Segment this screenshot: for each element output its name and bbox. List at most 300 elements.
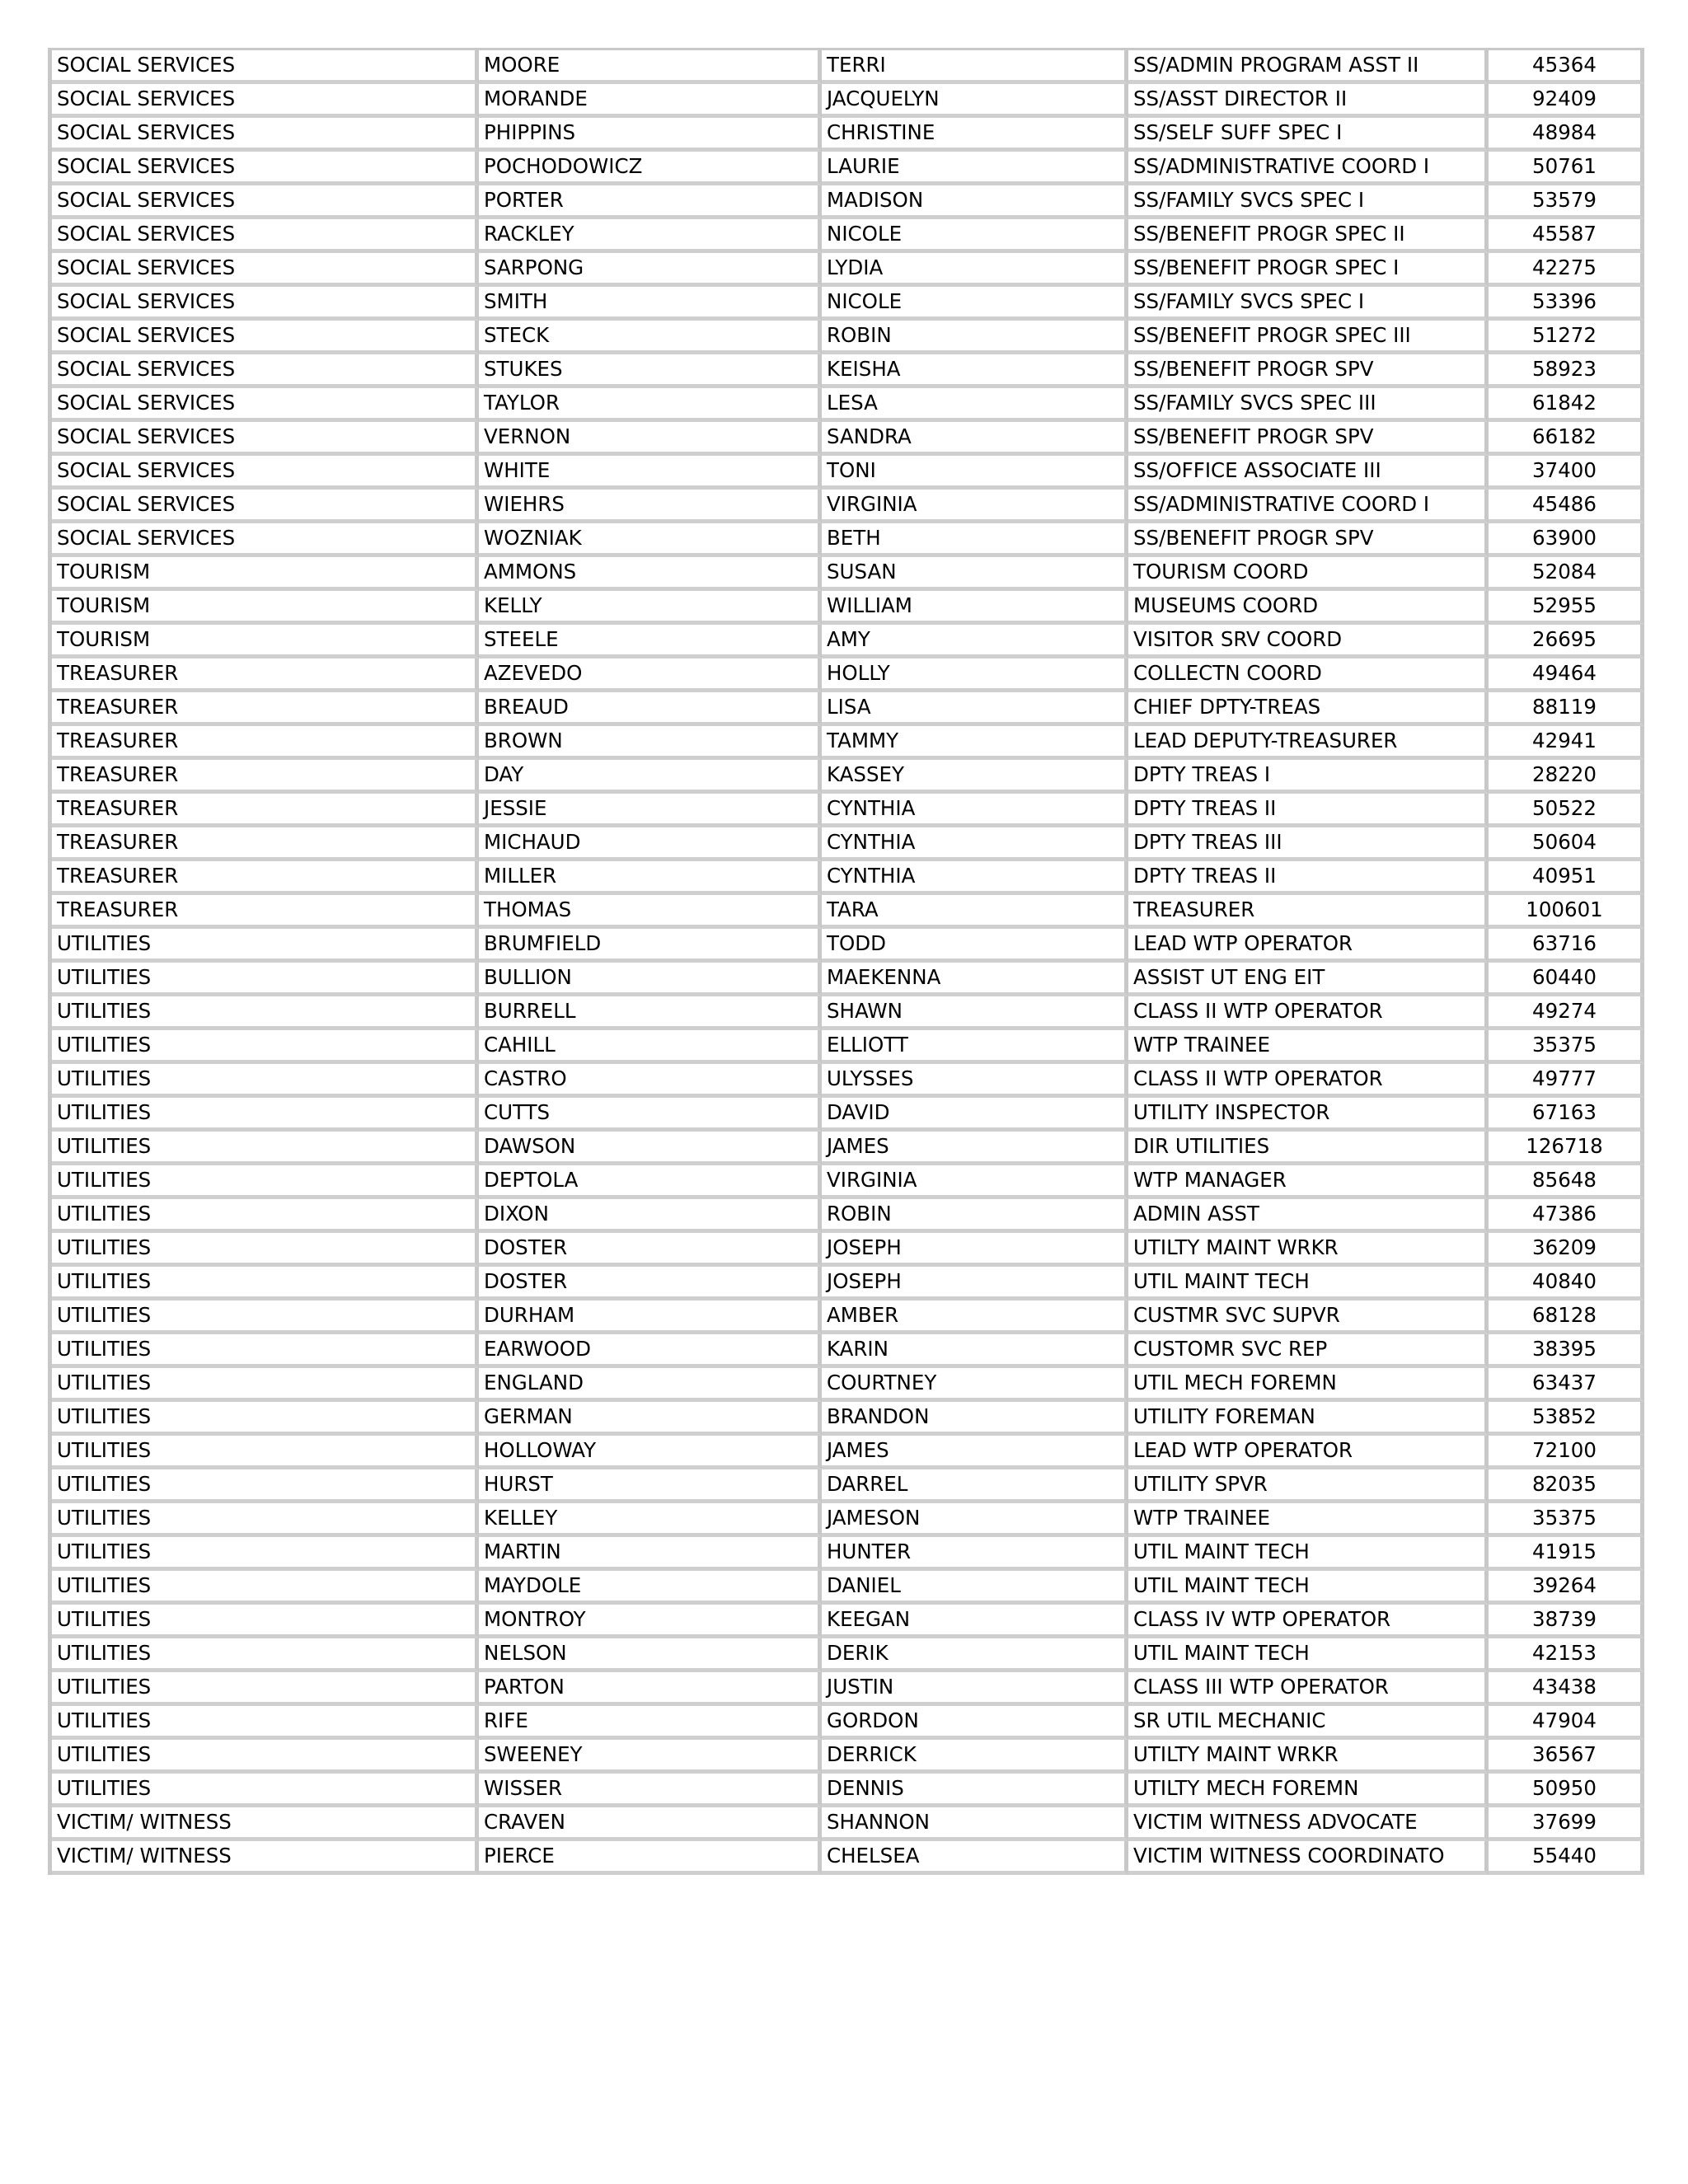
- table-row: [52, 321, 1644, 354]
- department-cell: SOCIAL SERVICES: [52, 50, 479, 84]
- department-cell: SOCIAL SERVICES: [52, 118, 479, 152]
- last-name-cell: SARPONG: [479, 253, 822, 287]
- last-name-cell: NELSON: [479, 1638, 822, 1672]
- first-name-cell: KASSEY: [822, 760, 1128, 794]
- first-name-cell: DANIEL: [822, 1571, 1128, 1605]
- job-title-cell: COLLECTN COORD: [1128, 658, 1489, 692]
- department-cell: SOCIAL SERVICES: [52, 422, 479, 456]
- table-row: [52, 1132, 1644, 1165]
- first-name-cell: CYNTHIA: [822, 794, 1128, 827]
- salary-cell: 35375: [1489, 1503, 1644, 1537]
- department-cell: TREASURER: [52, 658, 479, 692]
- department-cell: TREASURER: [52, 726, 479, 760]
- first-name-cell: COURTNEY: [822, 1368, 1128, 1402]
- table-row: [52, 929, 1644, 963]
- salary-cell: 126718: [1489, 1132, 1644, 1165]
- salary-cell: 39264: [1489, 1571, 1644, 1605]
- last-name-cell: MONTROY: [479, 1605, 822, 1638]
- salary-cell: 48984: [1489, 118, 1644, 152]
- salary-cell: 35375: [1489, 1030, 1644, 1064]
- job-title-cell: TREASURER: [1128, 895, 1489, 929]
- salary-cell: 47386: [1489, 1199, 1644, 1233]
- first-name-cell: DAVID: [822, 1098, 1128, 1132]
- salary-cell: 49777: [1489, 1064, 1644, 1098]
- salary-cell: 49464: [1489, 658, 1644, 692]
- table-row: [52, 557, 1644, 591]
- first-name-cell: ROBIN: [822, 1199, 1128, 1233]
- job-title-cell: UTIL MECH FOREMN: [1128, 1368, 1489, 1402]
- first-name-cell: JACQUELYN: [822, 84, 1128, 118]
- table-row: [52, 692, 1644, 726]
- salary-cell: 37400: [1489, 456, 1644, 490]
- table-row: [52, 118, 1644, 152]
- department-cell: SOCIAL SERVICES: [52, 354, 479, 388]
- first-name-cell: CYNTHIA: [822, 861, 1128, 895]
- table-row: [52, 591, 1644, 625]
- first-name-cell: ULYSSES: [822, 1064, 1128, 1098]
- last-name-cell: CAHILL: [479, 1030, 822, 1064]
- first-name-cell: MADISON: [822, 185, 1128, 219]
- first-name-cell: AMY: [822, 625, 1128, 658]
- department-cell: SOCIAL SERVICES: [52, 84, 479, 118]
- salary-cell: 49274: [1489, 996, 1644, 1030]
- table-row: [52, 1605, 1644, 1638]
- table-row: [52, 1267, 1644, 1301]
- last-name-cell: RIFE: [479, 1706, 822, 1740]
- department-cell: SOCIAL SERVICES: [52, 490, 479, 523]
- first-name-cell: JOSEPH: [822, 1267, 1128, 1301]
- job-title-cell: SS/OFFICE ASSOCIATE III: [1128, 456, 1489, 490]
- job-title-cell: MUSEUMS COORD: [1128, 591, 1489, 625]
- job-title-cell: SS/ASST DIRECTOR II: [1128, 84, 1489, 118]
- department-cell: UTILITIES: [52, 1098, 479, 1132]
- employee-table: [48, 48, 1644, 1875]
- department-cell: VICTIM/ WITNESS: [52, 1807, 479, 1841]
- last-name-cell: PHIPPINS: [479, 118, 822, 152]
- salary-cell: 61842: [1489, 388, 1644, 422]
- table-row: [52, 1334, 1644, 1368]
- table-row: [52, 185, 1644, 219]
- first-name-cell: LAURIE: [822, 152, 1128, 185]
- job-title-cell: SS/ADMIN PROGRAM ASST II: [1128, 50, 1489, 84]
- department-cell: UTILITIES: [52, 1064, 479, 1098]
- last-name-cell: GERMAN: [479, 1402, 822, 1436]
- table-row: [52, 1368, 1644, 1402]
- job-title-cell: UTILITY FOREMAN: [1128, 1402, 1489, 1436]
- last-name-cell: ENGLAND: [479, 1368, 822, 1402]
- salary-cell: 45486: [1489, 490, 1644, 523]
- last-name-cell: CRAVEN: [479, 1807, 822, 1841]
- salary-cell: 41915: [1489, 1537, 1644, 1571]
- first-name-cell: CHELSEA: [822, 1841, 1128, 1875]
- department-cell: UTILITIES: [52, 1368, 479, 1402]
- department-cell: UTILITIES: [52, 1132, 479, 1165]
- department-cell: UTILITIES: [52, 996, 479, 1030]
- first-name-cell: SANDRA: [822, 422, 1128, 456]
- salary-cell: 28220: [1489, 760, 1644, 794]
- department-cell: UTILITIES: [52, 1672, 479, 1706]
- table-row: [52, 1571, 1644, 1605]
- salary-cell: 26695: [1489, 625, 1644, 658]
- last-name-cell: WISSER: [479, 1774, 822, 1807]
- last-name-cell: PIERCE: [479, 1841, 822, 1875]
- table-row: [52, 523, 1644, 557]
- salary-cell: 92409: [1489, 84, 1644, 118]
- table-row: [52, 760, 1644, 794]
- job-title-cell: CUSTOMR SVC REP: [1128, 1334, 1489, 1368]
- last-name-cell: DAY: [479, 760, 822, 794]
- last-name-cell: DAWSON: [479, 1132, 822, 1165]
- first-name-cell: CHRISTINE: [822, 118, 1128, 152]
- job-title-cell: SS/FAMILY SVCS SPEC I: [1128, 287, 1489, 321]
- first-name-cell: VIRGINIA: [822, 490, 1128, 523]
- table-row: [52, 422, 1644, 456]
- department-cell: SOCIAL SERVICES: [52, 388, 479, 422]
- department-cell: UTILITIES: [52, 1638, 479, 1672]
- table-row: [52, 963, 1644, 996]
- department-cell: UTILITIES: [52, 1030, 479, 1064]
- first-name-cell: TODD: [822, 929, 1128, 963]
- first-name-cell: WILLIAM: [822, 591, 1128, 625]
- last-name-cell: MORANDE: [479, 84, 822, 118]
- department-cell: UTILITIES: [52, 1503, 479, 1537]
- first-name-cell: MAEKENNA: [822, 963, 1128, 996]
- first-name-cell: BETH: [822, 523, 1128, 557]
- job-title-cell: LEAD WTP OPERATOR: [1128, 1436, 1489, 1469]
- department-cell: TOURISM: [52, 557, 479, 591]
- first-name-cell: JUSTIN: [822, 1672, 1128, 1706]
- job-title-cell: DPTY TREAS II: [1128, 861, 1489, 895]
- table-row: [52, 726, 1644, 760]
- salary-cell: 51272: [1489, 321, 1644, 354]
- job-title-cell: SR UTIL MECHANIC: [1128, 1706, 1489, 1740]
- last-name-cell: WHITE: [479, 456, 822, 490]
- job-title-cell: UTILTY MAINT WRKR: [1128, 1233, 1489, 1267]
- salary-cell: 47904: [1489, 1706, 1644, 1740]
- table-row: [52, 50, 1644, 84]
- job-title-cell: UTILITY INSPECTOR: [1128, 1098, 1489, 1132]
- first-name-cell: KEEGAN: [822, 1605, 1128, 1638]
- department-cell: TOURISM: [52, 591, 479, 625]
- last-name-cell: DURHAM: [479, 1301, 822, 1334]
- department-cell: SOCIAL SERVICES: [52, 523, 479, 557]
- job-title-cell: SS/ADMINISTRATIVE COORD I: [1128, 490, 1489, 523]
- last-name-cell: SMITH: [479, 287, 822, 321]
- department-cell: UTILITIES: [52, 1605, 479, 1638]
- job-title-cell: SS/FAMILY SVCS SPEC III: [1128, 388, 1489, 422]
- salary-cell: 63900: [1489, 523, 1644, 557]
- job-title-cell: UTIL MAINT TECH: [1128, 1537, 1489, 1571]
- job-title-cell: UTILTY MAINT WRKR: [1128, 1740, 1489, 1774]
- table-row: [52, 1638, 1644, 1672]
- department-cell: TREASURER: [52, 827, 479, 861]
- table-row: [52, 1030, 1644, 1064]
- department-cell: UTILITIES: [52, 1402, 479, 1436]
- last-name-cell: WOZNIAK: [479, 523, 822, 557]
- last-name-cell: HURST: [479, 1469, 822, 1503]
- salary-cell: 53852: [1489, 1402, 1644, 1436]
- department-cell: SOCIAL SERVICES: [52, 287, 479, 321]
- table-row: [52, 84, 1644, 118]
- table-row: [52, 388, 1644, 422]
- department-cell: VICTIM/ WITNESS: [52, 1841, 479, 1875]
- table-row: [52, 1098, 1644, 1132]
- job-title-cell: DPTY TREAS III: [1128, 827, 1489, 861]
- job-title-cell: CLASS IV WTP OPERATOR: [1128, 1605, 1489, 1638]
- table-row: [52, 658, 1644, 692]
- table-row: [52, 1064, 1644, 1098]
- last-name-cell: MAYDOLE: [479, 1571, 822, 1605]
- last-name-cell: DOSTER: [479, 1267, 822, 1301]
- last-name-cell: BULLION: [479, 963, 822, 996]
- first-name-cell: ELLIOTT: [822, 1030, 1128, 1064]
- job-title-cell: CLASS II WTP OPERATOR: [1128, 996, 1489, 1030]
- salary-cell: 72100: [1489, 1436, 1644, 1469]
- salary-cell: 36209: [1489, 1233, 1644, 1267]
- table-row: [52, 861, 1644, 895]
- salary-cell: 52084: [1489, 557, 1644, 591]
- table-row: [52, 1706, 1644, 1740]
- table-row: [52, 287, 1644, 321]
- last-name-cell: AMMONS: [479, 557, 822, 591]
- first-name-cell: HUNTER: [822, 1537, 1128, 1571]
- first-name-cell: SHAWN: [822, 996, 1128, 1030]
- salary-cell: 43438: [1489, 1672, 1644, 1706]
- salary-cell: 37699: [1489, 1807, 1644, 1841]
- first-name-cell: LISA: [822, 692, 1128, 726]
- salary-cell: 36567: [1489, 1740, 1644, 1774]
- salary-cell: 60440: [1489, 963, 1644, 996]
- last-name-cell: TAYLOR: [479, 388, 822, 422]
- last-name-cell: DEPTOLA: [479, 1165, 822, 1199]
- table-row: [52, 1199, 1644, 1233]
- last-name-cell: BURRELL: [479, 996, 822, 1030]
- last-name-cell: BRUMFIELD: [479, 929, 822, 963]
- table-row: [52, 1469, 1644, 1503]
- salary-cell: 50604: [1489, 827, 1644, 861]
- salary-cell: 85648: [1489, 1165, 1644, 1199]
- department-cell: TREASURER: [52, 760, 479, 794]
- job-title-cell: CUSTMR SVC SUPVR: [1128, 1301, 1489, 1334]
- job-title-cell: LEAD DEPUTY-TREASURER: [1128, 726, 1489, 760]
- first-name-cell: DERIK: [822, 1638, 1128, 1672]
- first-name-cell: SUSAN: [822, 557, 1128, 591]
- job-title-cell: TOURISM COORD: [1128, 557, 1489, 591]
- job-title-cell: CHIEF DPTY-TREAS: [1128, 692, 1489, 726]
- job-title-cell: ASSIST UT ENG EIT: [1128, 963, 1489, 996]
- salary-cell: 45364: [1489, 50, 1644, 84]
- first-name-cell: DENNIS: [822, 1774, 1128, 1807]
- job-title-cell: CLASS II WTP OPERATOR: [1128, 1064, 1489, 1098]
- job-title-cell: DPTY TREAS I: [1128, 760, 1489, 794]
- table-row: [52, 1301, 1644, 1334]
- salary-cell: 66182: [1489, 422, 1644, 456]
- department-cell: UTILITIES: [52, 963, 479, 996]
- department-cell: TREASURER: [52, 692, 479, 726]
- job-title-cell: UTIL MAINT TECH: [1128, 1638, 1489, 1672]
- department-cell: UTILITIES: [52, 1267, 479, 1301]
- department-cell: UTILITIES: [52, 1199, 479, 1233]
- department-cell: UTILITIES: [52, 1233, 479, 1267]
- table-row: [52, 1402, 1644, 1436]
- last-name-cell: SWEENEY: [479, 1740, 822, 1774]
- roster-sheet: [48, 48, 1640, 1875]
- job-title-cell: UTILTY MECH FOREMN: [1128, 1774, 1489, 1807]
- last-name-cell: MARTIN: [479, 1537, 822, 1571]
- last-name-cell: EARWOOD: [479, 1334, 822, 1368]
- table-row: [52, 625, 1644, 658]
- job-title-cell: SS/FAMILY SVCS SPEC I: [1128, 185, 1489, 219]
- first-name-cell: HOLLY: [822, 658, 1128, 692]
- first-name-cell: TONI: [822, 456, 1128, 490]
- job-title-cell: SS/BENEFIT PROGR SPV: [1128, 354, 1489, 388]
- last-name-cell: HOLLOWAY: [479, 1436, 822, 1469]
- department-cell: SOCIAL SERVICES: [52, 152, 479, 185]
- department-cell: SOCIAL SERVICES: [52, 219, 479, 253]
- first-name-cell: TARA: [822, 895, 1128, 929]
- department-cell: SOCIAL SERVICES: [52, 456, 479, 490]
- salary-cell: 67163: [1489, 1098, 1644, 1132]
- last-name-cell: KELLY: [479, 591, 822, 625]
- first-name-cell: LYDIA: [822, 253, 1128, 287]
- first-name-cell: SHANNON: [822, 1807, 1128, 1841]
- last-name-cell: KELLEY: [479, 1503, 822, 1537]
- salary-cell: 53396: [1489, 287, 1644, 321]
- job-title-cell: SS/ADMINISTRATIVE COORD I: [1128, 152, 1489, 185]
- first-name-cell: JAMESON: [822, 1503, 1128, 1537]
- job-title-cell: ADMIN ASST: [1128, 1199, 1489, 1233]
- job-title-cell: WTP TRAINEE: [1128, 1503, 1489, 1537]
- first-name-cell: LESA: [822, 388, 1128, 422]
- department-cell: UTILITIES: [52, 1469, 479, 1503]
- department-cell: SOCIAL SERVICES: [52, 253, 479, 287]
- salary-cell: 53579: [1489, 185, 1644, 219]
- last-name-cell: POCHODOWICZ: [479, 152, 822, 185]
- job-title-cell: SS/SELF SUFF SPEC I: [1128, 118, 1489, 152]
- department-cell: TOURISM: [52, 625, 479, 658]
- department-cell: UTILITIES: [52, 1165, 479, 1199]
- salary-cell: 68128: [1489, 1301, 1644, 1334]
- last-name-cell: THOMAS: [479, 895, 822, 929]
- job-title-cell: LEAD WTP OPERATOR: [1128, 929, 1489, 963]
- job-title-cell: WTP MANAGER: [1128, 1165, 1489, 1199]
- job-title-cell: SS/BENEFIT PROGR SPV: [1128, 422, 1489, 456]
- department-cell: SOCIAL SERVICES: [52, 321, 479, 354]
- job-title-cell: DIR UTILITIES: [1128, 1132, 1489, 1165]
- department-cell: UTILITIES: [52, 1774, 479, 1807]
- first-name-cell: VIRGINIA: [822, 1165, 1128, 1199]
- salary-cell: 45587: [1489, 219, 1644, 253]
- table-row: [52, 152, 1644, 185]
- salary-cell: 63437: [1489, 1368, 1644, 1402]
- table-row: [52, 1233, 1644, 1267]
- first-name-cell: NICOLE: [822, 287, 1128, 321]
- last-name-cell: WIEHRS: [479, 490, 822, 523]
- table-row: [52, 354, 1644, 388]
- table-row: [52, 1774, 1644, 1807]
- last-name-cell: STECK: [479, 321, 822, 354]
- table-row: [52, 490, 1644, 523]
- table-row: [52, 1436, 1644, 1469]
- job-title-cell: VICTIM WITNESS ADVOCATE: [1128, 1807, 1489, 1841]
- salary-cell: 40840: [1489, 1267, 1644, 1301]
- salary-cell: 100601: [1489, 895, 1644, 929]
- last-name-cell: DOSTER: [479, 1233, 822, 1267]
- first-name-cell: JAMES: [822, 1436, 1128, 1469]
- salary-cell: 38395: [1489, 1334, 1644, 1368]
- department-cell: UTILITIES: [52, 1334, 479, 1368]
- salary-cell: 42941: [1489, 726, 1644, 760]
- table-row: [52, 1672, 1644, 1706]
- department-cell: TREASURER: [52, 794, 479, 827]
- department-cell: TREASURER: [52, 861, 479, 895]
- table-row: [52, 895, 1644, 929]
- department-cell: UTILITIES: [52, 1301, 479, 1334]
- table-row: [52, 253, 1644, 287]
- salary-cell: 52955: [1489, 591, 1644, 625]
- last-name-cell: BROWN: [479, 726, 822, 760]
- salary-cell: 50761: [1489, 152, 1644, 185]
- salary-cell: 42153: [1489, 1638, 1644, 1672]
- table-row: [52, 1165, 1644, 1199]
- job-title-cell: UTIL MAINT TECH: [1128, 1571, 1489, 1605]
- job-title-cell: CLASS III WTP OPERATOR: [1128, 1672, 1489, 1706]
- last-name-cell: MOORE: [479, 50, 822, 84]
- last-name-cell: CASTRO: [479, 1064, 822, 1098]
- last-name-cell: PORTER: [479, 185, 822, 219]
- job-title-cell: VICTIM WITNESS COORDINATO: [1128, 1841, 1489, 1875]
- first-name-cell: NICOLE: [822, 219, 1128, 253]
- first-name-cell: BRANDON: [822, 1402, 1128, 1436]
- job-title-cell: SS/BENEFIT PROGR SPV: [1128, 523, 1489, 557]
- last-name-cell: CUTTS: [479, 1098, 822, 1132]
- department-cell: TREASURER: [52, 895, 479, 929]
- job-title-cell: SS/BENEFIT PROGR SPEC I: [1128, 253, 1489, 287]
- first-name-cell: ROBIN: [822, 321, 1128, 354]
- first-name-cell: JAMES: [822, 1132, 1128, 1165]
- first-name-cell: KEISHA: [822, 354, 1128, 388]
- salary-cell: 40951: [1489, 861, 1644, 895]
- last-name-cell: PARTON: [479, 1672, 822, 1706]
- job-title-cell: DPTY TREAS II: [1128, 794, 1489, 827]
- first-name-cell: JOSEPH: [822, 1233, 1128, 1267]
- department-cell: UTILITIES: [52, 1436, 479, 1469]
- first-name-cell: DARREL: [822, 1469, 1128, 1503]
- last-name-cell: STEELE: [479, 625, 822, 658]
- salary-cell: 55440: [1489, 1841, 1644, 1875]
- department-cell: UTILITIES: [52, 1537, 479, 1571]
- last-name-cell: DIXON: [479, 1199, 822, 1233]
- table-row: [52, 1740, 1644, 1774]
- table-row: [52, 219, 1644, 253]
- last-name-cell: MICHAUD: [479, 827, 822, 861]
- last-name-cell: VERNON: [479, 422, 822, 456]
- table-row: [52, 1841, 1644, 1875]
- last-name-cell: BREAUD: [479, 692, 822, 726]
- department-cell: UTILITIES: [52, 1706, 479, 1740]
- table-row: [52, 827, 1644, 861]
- table-row: [52, 1503, 1644, 1537]
- first-name-cell: CYNTHIA: [822, 827, 1128, 861]
- salary-cell: 58923: [1489, 354, 1644, 388]
- job-title-cell: WTP TRAINEE: [1128, 1030, 1489, 1064]
- salary-cell: 50522: [1489, 794, 1644, 827]
- department-cell: UTILITIES: [52, 1571, 479, 1605]
- department-cell: SOCIAL SERVICES: [52, 185, 479, 219]
- first-name-cell: TERRI: [822, 50, 1128, 84]
- department-cell: UTILITIES: [52, 929, 479, 963]
- salary-cell: 88119: [1489, 692, 1644, 726]
